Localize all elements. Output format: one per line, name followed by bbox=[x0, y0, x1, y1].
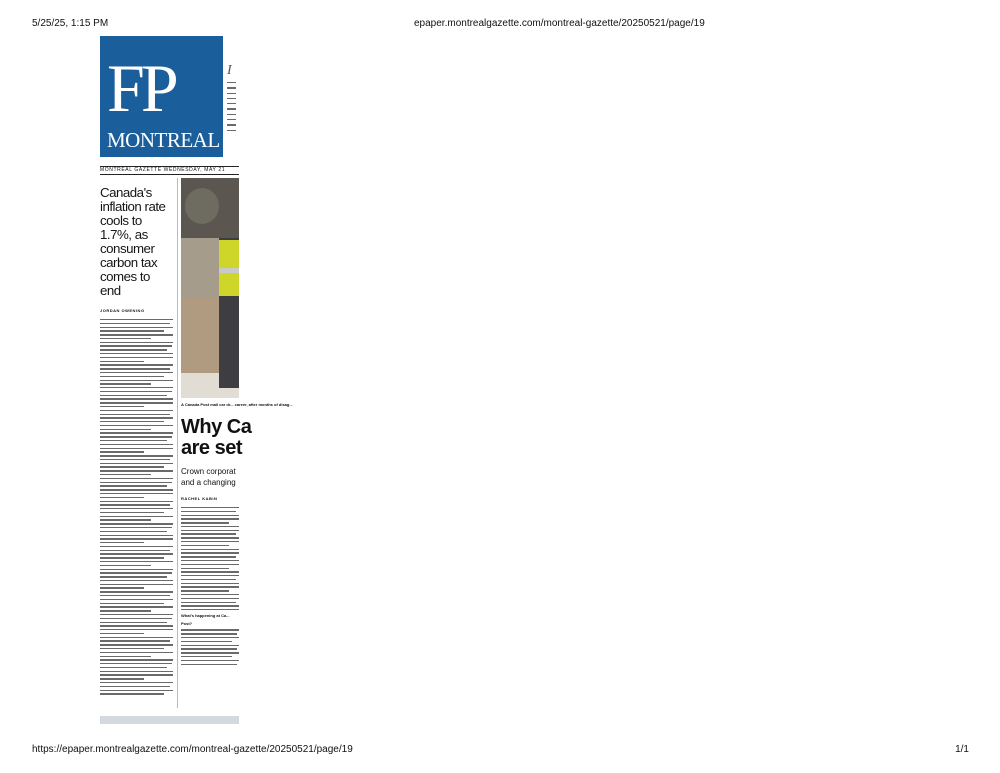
text-line bbox=[100, 614, 173, 615]
text-line bbox=[181, 571, 239, 572]
deck-line: and a changing bbox=[181, 478, 236, 487]
text-line bbox=[100, 572, 172, 573]
text-line bbox=[100, 425, 173, 426]
deck-line: Crown corporat bbox=[181, 467, 236, 476]
text-line bbox=[100, 599, 173, 600]
text-line bbox=[100, 353, 173, 354]
text-line bbox=[100, 523, 173, 524]
text-line bbox=[100, 504, 170, 505]
text-line bbox=[100, 682, 173, 683]
next-article-strip bbox=[100, 716, 239, 724]
text-line bbox=[100, 512, 164, 513]
text-line bbox=[181, 549, 239, 550]
text-line bbox=[227, 87, 236, 88]
text-line bbox=[100, 440, 167, 441]
text-line bbox=[100, 553, 173, 554]
text-line bbox=[100, 501, 173, 502]
article-headline bbox=[181, 416, 252, 459]
text-line bbox=[100, 644, 173, 645]
text-line bbox=[100, 383, 151, 384]
text-line bbox=[227, 93, 236, 94]
text-line bbox=[100, 368, 170, 369]
strip-initial: I bbox=[227, 63, 232, 78]
text-line bbox=[100, 550, 170, 551]
adjacent-column-strip bbox=[227, 36, 239, 161]
text-line bbox=[100, 478, 173, 479]
text-line bbox=[100, 667, 167, 668]
text-line bbox=[181, 511, 236, 512]
text-line bbox=[100, 671, 173, 672]
text-line bbox=[100, 330, 164, 331]
text-line bbox=[100, 508, 173, 509]
text-line bbox=[181, 560, 239, 561]
text-line bbox=[100, 603, 164, 604]
text-line bbox=[100, 323, 170, 324]
text-line bbox=[100, 625, 173, 626]
text-line bbox=[181, 660, 239, 661]
text-line bbox=[227, 124, 236, 125]
text-line bbox=[100, 587, 144, 588]
text-line bbox=[227, 130, 236, 131]
text-line bbox=[100, 531, 167, 532]
text-line bbox=[100, 693, 164, 694]
text-line bbox=[100, 319, 173, 320]
text-line bbox=[100, 663, 172, 664]
text-line bbox=[100, 591, 173, 592]
text-line bbox=[100, 652, 173, 653]
text-line bbox=[181, 507, 239, 508]
text-line bbox=[181, 522, 229, 523]
article-headline: Canada's inflation rate cools to 1.7%, as consumer carbon tax comes to end bbox=[100, 185, 166, 298]
article-subhead-cont: Post? bbox=[181, 621, 193, 627]
newspaper-page bbox=[100, 36, 293, 724]
text-line bbox=[100, 474, 151, 475]
text-line bbox=[100, 606, 173, 607]
text-line bbox=[181, 641, 232, 642]
text-line bbox=[100, 342, 173, 343]
text-line bbox=[227, 98, 236, 99]
text-line bbox=[100, 678, 144, 679]
text-line bbox=[100, 417, 173, 418]
text-line bbox=[181, 530, 239, 531]
text-line bbox=[100, 648, 164, 649]
photo-vest-stripe bbox=[219, 268, 239, 273]
text-line bbox=[100, 656, 151, 657]
text-line bbox=[100, 674, 173, 675]
text-line bbox=[181, 637, 239, 638]
text-line bbox=[100, 637, 173, 638]
text-line bbox=[100, 618, 172, 619]
text-line bbox=[100, 451, 144, 452]
text-line bbox=[100, 327, 173, 328]
text-line bbox=[181, 568, 229, 569]
text-line bbox=[181, 552, 239, 553]
article-deck bbox=[181, 466, 239, 488]
text-line bbox=[100, 546, 173, 547]
text-line bbox=[100, 349, 167, 350]
text-line bbox=[100, 444, 173, 445]
text-line bbox=[100, 410, 173, 411]
text-line bbox=[100, 432, 173, 433]
text-line bbox=[100, 459, 170, 460]
photo-caption: A Canada Post mail car dr... career, after months of disag... bbox=[181, 402, 293, 407]
text-line bbox=[227, 103, 236, 104]
text-line bbox=[181, 575, 239, 576]
text-line bbox=[100, 421, 164, 422]
text-line bbox=[100, 463, 173, 464]
text-line bbox=[181, 598, 239, 599]
page-dateline: MONTREAL GAZETTE WEDNESDAY, MAY 21 bbox=[100, 166, 239, 175]
text-line bbox=[100, 364, 173, 365]
headline-line: are set bbox=[181, 437, 242, 459]
text-line bbox=[100, 580, 173, 581]
text-line bbox=[100, 519, 151, 520]
text-line bbox=[100, 595, 170, 596]
text-line bbox=[100, 629, 173, 630]
text-line bbox=[181, 605, 239, 606]
text-line bbox=[100, 690, 173, 691]
text-line bbox=[100, 470, 173, 471]
text-line bbox=[181, 533, 236, 534]
text-line bbox=[100, 429, 151, 430]
text-line bbox=[100, 659, 173, 660]
text-line bbox=[100, 448, 173, 449]
text-line bbox=[181, 583, 239, 584]
article-photo bbox=[181, 178, 239, 398]
print-url: epaper.montrealgazette.com/montreal-gazette/20250521/page/19 bbox=[414, 18, 705, 29]
text-line bbox=[100, 334, 173, 335]
photo-tree bbox=[185, 188, 219, 224]
headline-line: Why Ca bbox=[181, 416, 252, 438]
text-line bbox=[100, 455, 173, 456]
text-line bbox=[100, 391, 172, 392]
text-line bbox=[100, 387, 173, 388]
text-line bbox=[181, 579, 236, 580]
text-line bbox=[181, 602, 236, 603]
text-line bbox=[100, 557, 164, 558]
text-line bbox=[100, 489, 173, 490]
text-line bbox=[181, 645, 239, 646]
text-line bbox=[100, 535, 173, 536]
text-line bbox=[100, 436, 172, 437]
text-line bbox=[227, 82, 236, 83]
text-line bbox=[181, 664, 237, 665]
text-line bbox=[100, 395, 167, 396]
text-line bbox=[100, 414, 170, 415]
text-line bbox=[227, 119, 236, 120]
text-line bbox=[100, 372, 173, 373]
text-line bbox=[100, 466, 164, 467]
text-line bbox=[100, 357, 173, 358]
masthead-logo bbox=[100, 36, 223, 157]
print-page-number: 1/1 bbox=[955, 744, 969, 755]
text-line bbox=[100, 493, 173, 494]
text-line bbox=[181, 594, 239, 595]
text-line bbox=[100, 485, 167, 486]
text-line bbox=[181, 648, 237, 649]
fp-logo-text: FP bbox=[107, 50, 175, 126]
text-line bbox=[100, 633, 144, 634]
text-line bbox=[100, 402, 173, 403]
text-line bbox=[181, 541, 239, 542]
text-line bbox=[100, 527, 172, 528]
text-line bbox=[100, 380, 173, 381]
text-line bbox=[100, 584, 173, 585]
text-line bbox=[100, 686, 170, 687]
text-line bbox=[100, 640, 170, 641]
article-body bbox=[100, 319, 173, 695]
text-line bbox=[100, 376, 164, 377]
inflation-article bbox=[100, 186, 173, 697]
text-line bbox=[181, 556, 236, 557]
text-line bbox=[181, 629, 239, 630]
text-line bbox=[100, 516, 173, 517]
text-line bbox=[100, 482, 172, 483]
text-line bbox=[181, 564, 239, 565]
text-line bbox=[100, 338, 151, 339]
text-line bbox=[100, 542, 144, 543]
text-line bbox=[100, 622, 167, 623]
article-byline: JORDAN OWENING bbox=[100, 308, 145, 313]
text-line bbox=[227, 108, 236, 109]
text-line bbox=[100, 406, 144, 407]
text-line bbox=[100, 576, 167, 577]
text-line bbox=[181, 633, 237, 634]
text-line bbox=[100, 345, 172, 346]
text-line bbox=[100, 361, 144, 362]
text-line bbox=[100, 538, 173, 539]
text-line bbox=[181, 586, 239, 587]
text-line bbox=[100, 569, 173, 570]
text-line bbox=[100, 565, 151, 566]
text-line bbox=[100, 398, 173, 399]
print-footer-url: https://epaper.montrealgazette.com/montreal-gazette/20250521/page/19 bbox=[32, 744, 353, 755]
text-line bbox=[100, 497, 144, 498]
text-line bbox=[181, 609, 239, 610]
text-line bbox=[181, 545, 229, 546]
text-line bbox=[181, 515, 239, 516]
canada-post-article bbox=[181, 178, 293, 667]
text-line bbox=[181, 590, 229, 591]
text-line bbox=[181, 656, 232, 657]
text-line bbox=[181, 526, 239, 527]
article-byline: RACHEL KABIN bbox=[181, 496, 218, 501]
article-subhead: What's happening at Ca... bbox=[181, 613, 230, 619]
text-line bbox=[181, 518, 239, 519]
text-line bbox=[181, 652, 239, 653]
text-line bbox=[100, 610, 151, 611]
text-line bbox=[227, 114, 236, 115]
text-line bbox=[100, 561, 173, 562]
fp-city-text: MONTREAL bbox=[107, 128, 220, 152]
article-body bbox=[181, 507, 239, 665]
print-datetime: 5/25/25, 1:15 PM bbox=[32, 18, 109, 29]
column-divider bbox=[177, 178, 178, 708]
text-line bbox=[181, 537, 239, 538]
